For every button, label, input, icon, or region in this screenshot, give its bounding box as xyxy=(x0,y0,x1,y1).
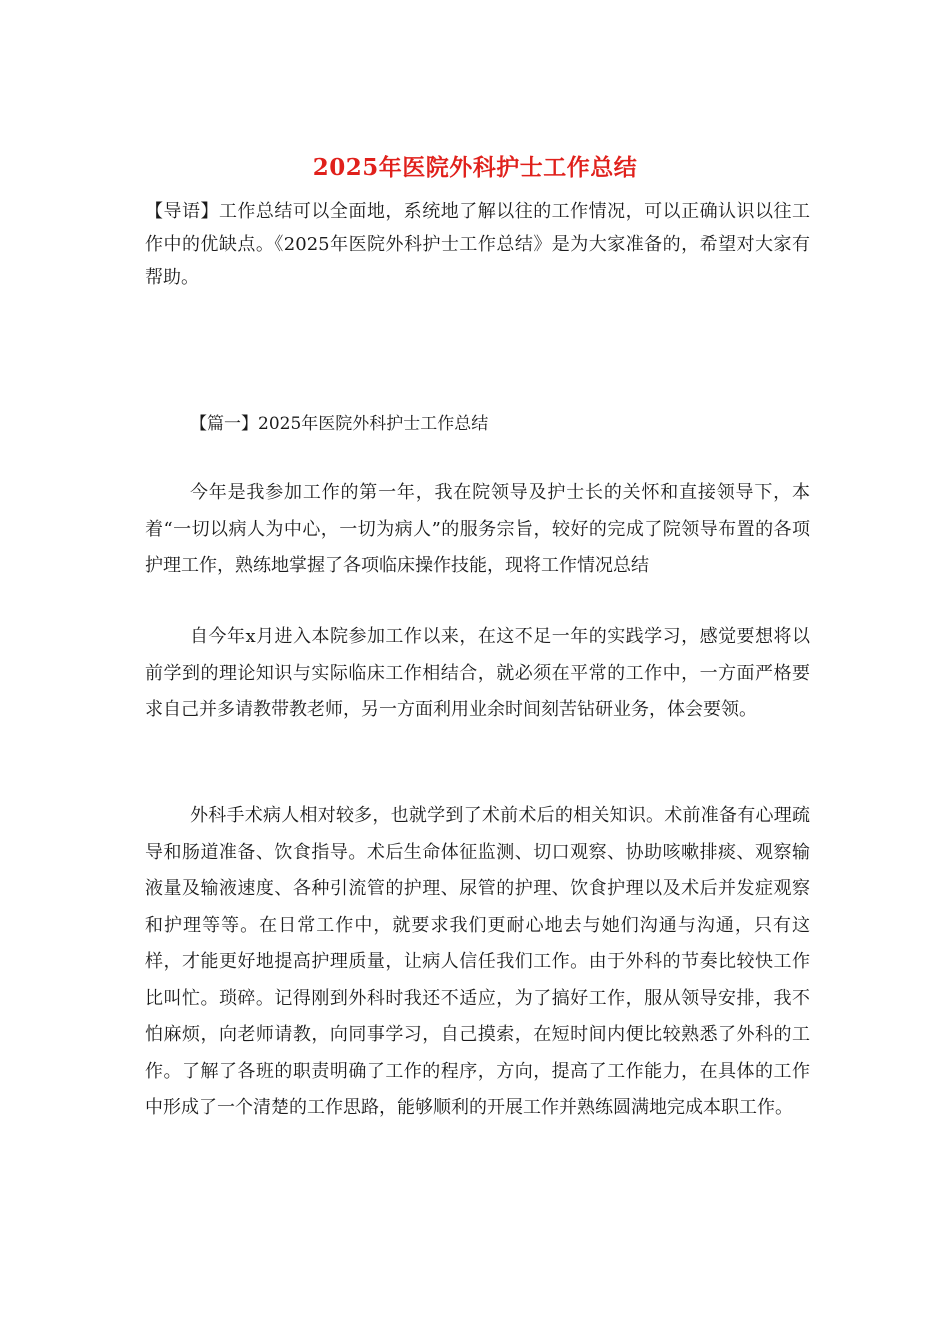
section-heading: 【篇一】2025年医院外科护士工作总结 xyxy=(190,414,489,434)
intro-paragraph: 【导语】工作总结可以全面地，系统地了解以往的工作情况，可以正确认识以往工作中的优缺点。《2025年医院外科护士工作总结》是为大家准备的，希望对大家有帮助。 xyxy=(145,201,810,288)
document-title: 2025年医院外科护士工作总结 xyxy=(312,154,638,181)
body-paragraph: 自今年x月进入本院参加工作以来，在这不足一年的实践学习，感觉要想将以前学到的理论知识与实际临床工作相结合，就必须在平常的工作中，一方面严格要求自己并多请教带教老师，另一方面利用业余时间刻苦钻研业务，体会要领。 xyxy=(145,626,810,720)
body-paragraph: 外科手术病人相对较多，也就学到了术前术后的相关知识。术前准备有心理疏导和肠道准备、饮食指导。术后生命体征监测、切口观察、协助咳嗽排痰、观察输液量及输液速度、各种引流管的护理、尿管的护理、饮食护理以及术后并发症观察和护理等等。在日常工作中，就要求我们更耐心地去与她们沟通与沟通，只有这样，才能更好地提高护理质量，让病人信任我们工作。由于外科的节奏比较快工作比叫忙。琐碎。记得刚到外科时我还不适应，为了搞好工作，服从领导安排，我不怕麻烦，向老师请教，向同事学习，自己摸索，在短时间内便比较熟悉了外科的工作。了解了各班的职责明确了工作的程序，方向，提高了工作能力，在具体的工作中形成了一个清楚的工作思路，能够顺利的开展工作并熟练圆满地完成本职工作。 xyxy=(145,805,810,1118)
body-paragraph: 今年是我参加工作的第一年，我在院领导及护士长的关怀和直接领导下，本着“一切以病人为中心，一切为病人”的服务宗旨，较好的完成了院领导布置的各项护理工作，熟练地掌握了各项临床操作技能，现将工作情况总结 xyxy=(145,482,810,576)
